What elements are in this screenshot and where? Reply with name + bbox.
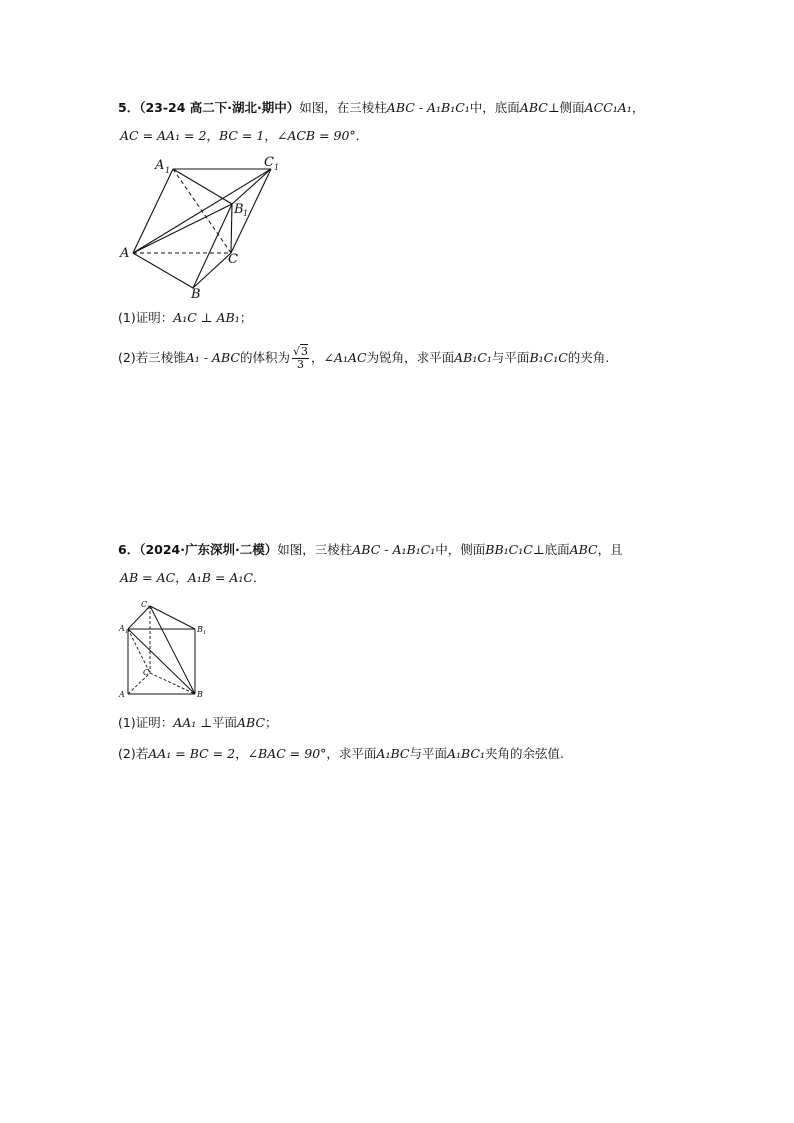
q5-label-C: C — [228, 252, 238, 267]
q5-label-sub: 1 — [274, 163, 280, 172]
q5-part1-label: (1)证明： — [118, 310, 174, 325]
q5-label-sub: 1 — [165, 166, 171, 175]
q6-part1-expr: AA₁ ⊥ — [173, 715, 213, 730]
q5-part2-expr3: AB₁C₁ — [454, 350, 492, 365]
q5-part2-expr1: A₁ - ABC — [185, 350, 240, 365]
q5-number: 5． — [118, 100, 140, 115]
q5-label-B: B — [191, 287, 201, 300]
q6-label-sub: 1 — [203, 630, 207, 636]
q6-label-C1: C — [141, 600, 148, 609]
q6-part2 — [118, 745, 564, 763]
q5-frac-denominator: 3 — [296, 358, 304, 371]
q6-part2-expr4: A₁BC₁ — [446, 746, 485, 761]
q5-text: 侧面 — [559, 100, 585, 115]
q5-part2-expr4: B₁C₁C — [529, 350, 568, 365]
q5-prism: ABC - A₁B₁C₁ — [386, 100, 470, 115]
q5-perp-symbol: ⊥ — [547, 100, 560, 115]
q6-text: ，且 — [597, 542, 623, 557]
q6-lead-text: 如图，三棱柱 — [277, 542, 353, 557]
q6-text: 与平面 — [409, 746, 447, 761]
q6-text: ． — [253, 570, 266, 585]
q5-label-sub: 1 — [243, 209, 249, 218]
q5-frac-numerator: 3 — [300, 345, 308, 358]
q5-text: 中，底面 — [469, 100, 520, 115]
q6-base: ABC — [569, 542, 598, 557]
q6-part2-expr2: ∠BAC = 90° — [247, 746, 327, 761]
q6-label-B: B — [197, 690, 203, 698]
q6-label-A: A — [119, 690, 125, 698]
q5-face: ACC₁A₁ — [584, 100, 632, 115]
q5-condition-3: ∠ACB = 90° — [276, 128, 356, 143]
q6-text: 夹角的余弦值. — [485, 746, 564, 761]
q5-lead-text: 如图，在三棱柱 — [299, 100, 387, 115]
q5-statement-line2 — [120, 127, 368, 145]
q6-text: ，求平面 — [326, 746, 377, 761]
q6-condition-1: AB = AC — [120, 570, 176, 585]
q5-part1-expr: A₁C ⊥ AB₁ — [173, 310, 240, 325]
q6-statement-line1 — [118, 541, 623, 559]
q6-condition-2: A₁B = A₁C — [187, 570, 253, 585]
q5-label-A1: A — [155, 158, 165, 173]
q5-part2-label: (2)若三棱锥 — [118, 350, 186, 365]
q6-face: BB₁C₁C — [485, 542, 533, 557]
q6-label-sub: 1 — [147, 605, 151, 611]
q5-text: ， — [631, 100, 645, 115]
q5-prism-figure — [115, 150, 295, 300]
q5-base: ABC — [519, 100, 548, 115]
q6-part2-expr3: A₁BC — [376, 746, 410, 761]
q6-label-C: C — [143, 668, 150, 677]
q6-perp-symbol: ⊥ — [532, 542, 545, 557]
q6-part1 — [118, 714, 278, 732]
q6-number: 6． — [118, 542, 140, 557]
q5-label-B1: B — [234, 202, 244, 217]
q5-condition-1: AC = AA₁ = 2 — [120, 128, 207, 143]
q5-text: 与平面 — [491, 350, 530, 365]
q5-statement-line1 — [118, 99, 644, 117]
q6-statement-line2 — [120, 569, 266, 587]
q6-part2-label: (2)若 — [118, 746, 149, 761]
q6-text: 底面 — [544, 542, 570, 557]
q6-label-sub: 1 — [125, 629, 129, 635]
q6-text: ， — [175, 570, 188, 585]
q5-part1 — [118, 309, 252, 327]
q5-source: （23-24 高二下·湖北·期中） — [139, 100, 300, 115]
q5-text: 为锐角，求平面 — [366, 350, 455, 365]
q6-label-B1: B — [197, 625, 203, 634]
q5-text: ， — [264, 128, 277, 143]
q6-prism-figure — [115, 598, 215, 698]
q6-part2-expr1: AA₁ = BC = 2 — [148, 746, 236, 761]
q5-part2 — [118, 346, 609, 371]
q5-text: ． — [355, 128, 369, 143]
q5-part2-expr2: ∠A₁AC — [323, 350, 367, 365]
q6-prism: ABC - A₁B₁C₁ — [352, 542, 436, 557]
q5-label-A: A — [120, 246, 130, 261]
q5-text: ， — [310, 350, 324, 365]
q6-part1-label: (1)证明： — [118, 715, 174, 730]
q5-text: 的体积为 — [239, 350, 290, 365]
q6-text: 中，侧面 — [435, 542, 486, 557]
q5-condition-2: BC = 1 — [218, 128, 265, 143]
q5-volume-fraction: $\frac{√3}{3}$ — [292, 345, 308, 371]
q6-label-A1: A — [119, 624, 125, 633]
q6-text: 平面 — [212, 715, 238, 730]
q5-text: ； — [239, 310, 253, 325]
q6-text: ， — [235, 746, 248, 761]
q6-part1-expr2: ABC — [237, 715, 266, 730]
q5-label-C1: C — [264, 155, 274, 170]
q5-text: 的夹角. — [567, 350, 610, 365]
q5-text: ， — [206, 128, 219, 143]
q6-source: （2024·广东深圳·二模） — [139, 542, 278, 557]
q6-text: ； — [265, 715, 278, 730]
